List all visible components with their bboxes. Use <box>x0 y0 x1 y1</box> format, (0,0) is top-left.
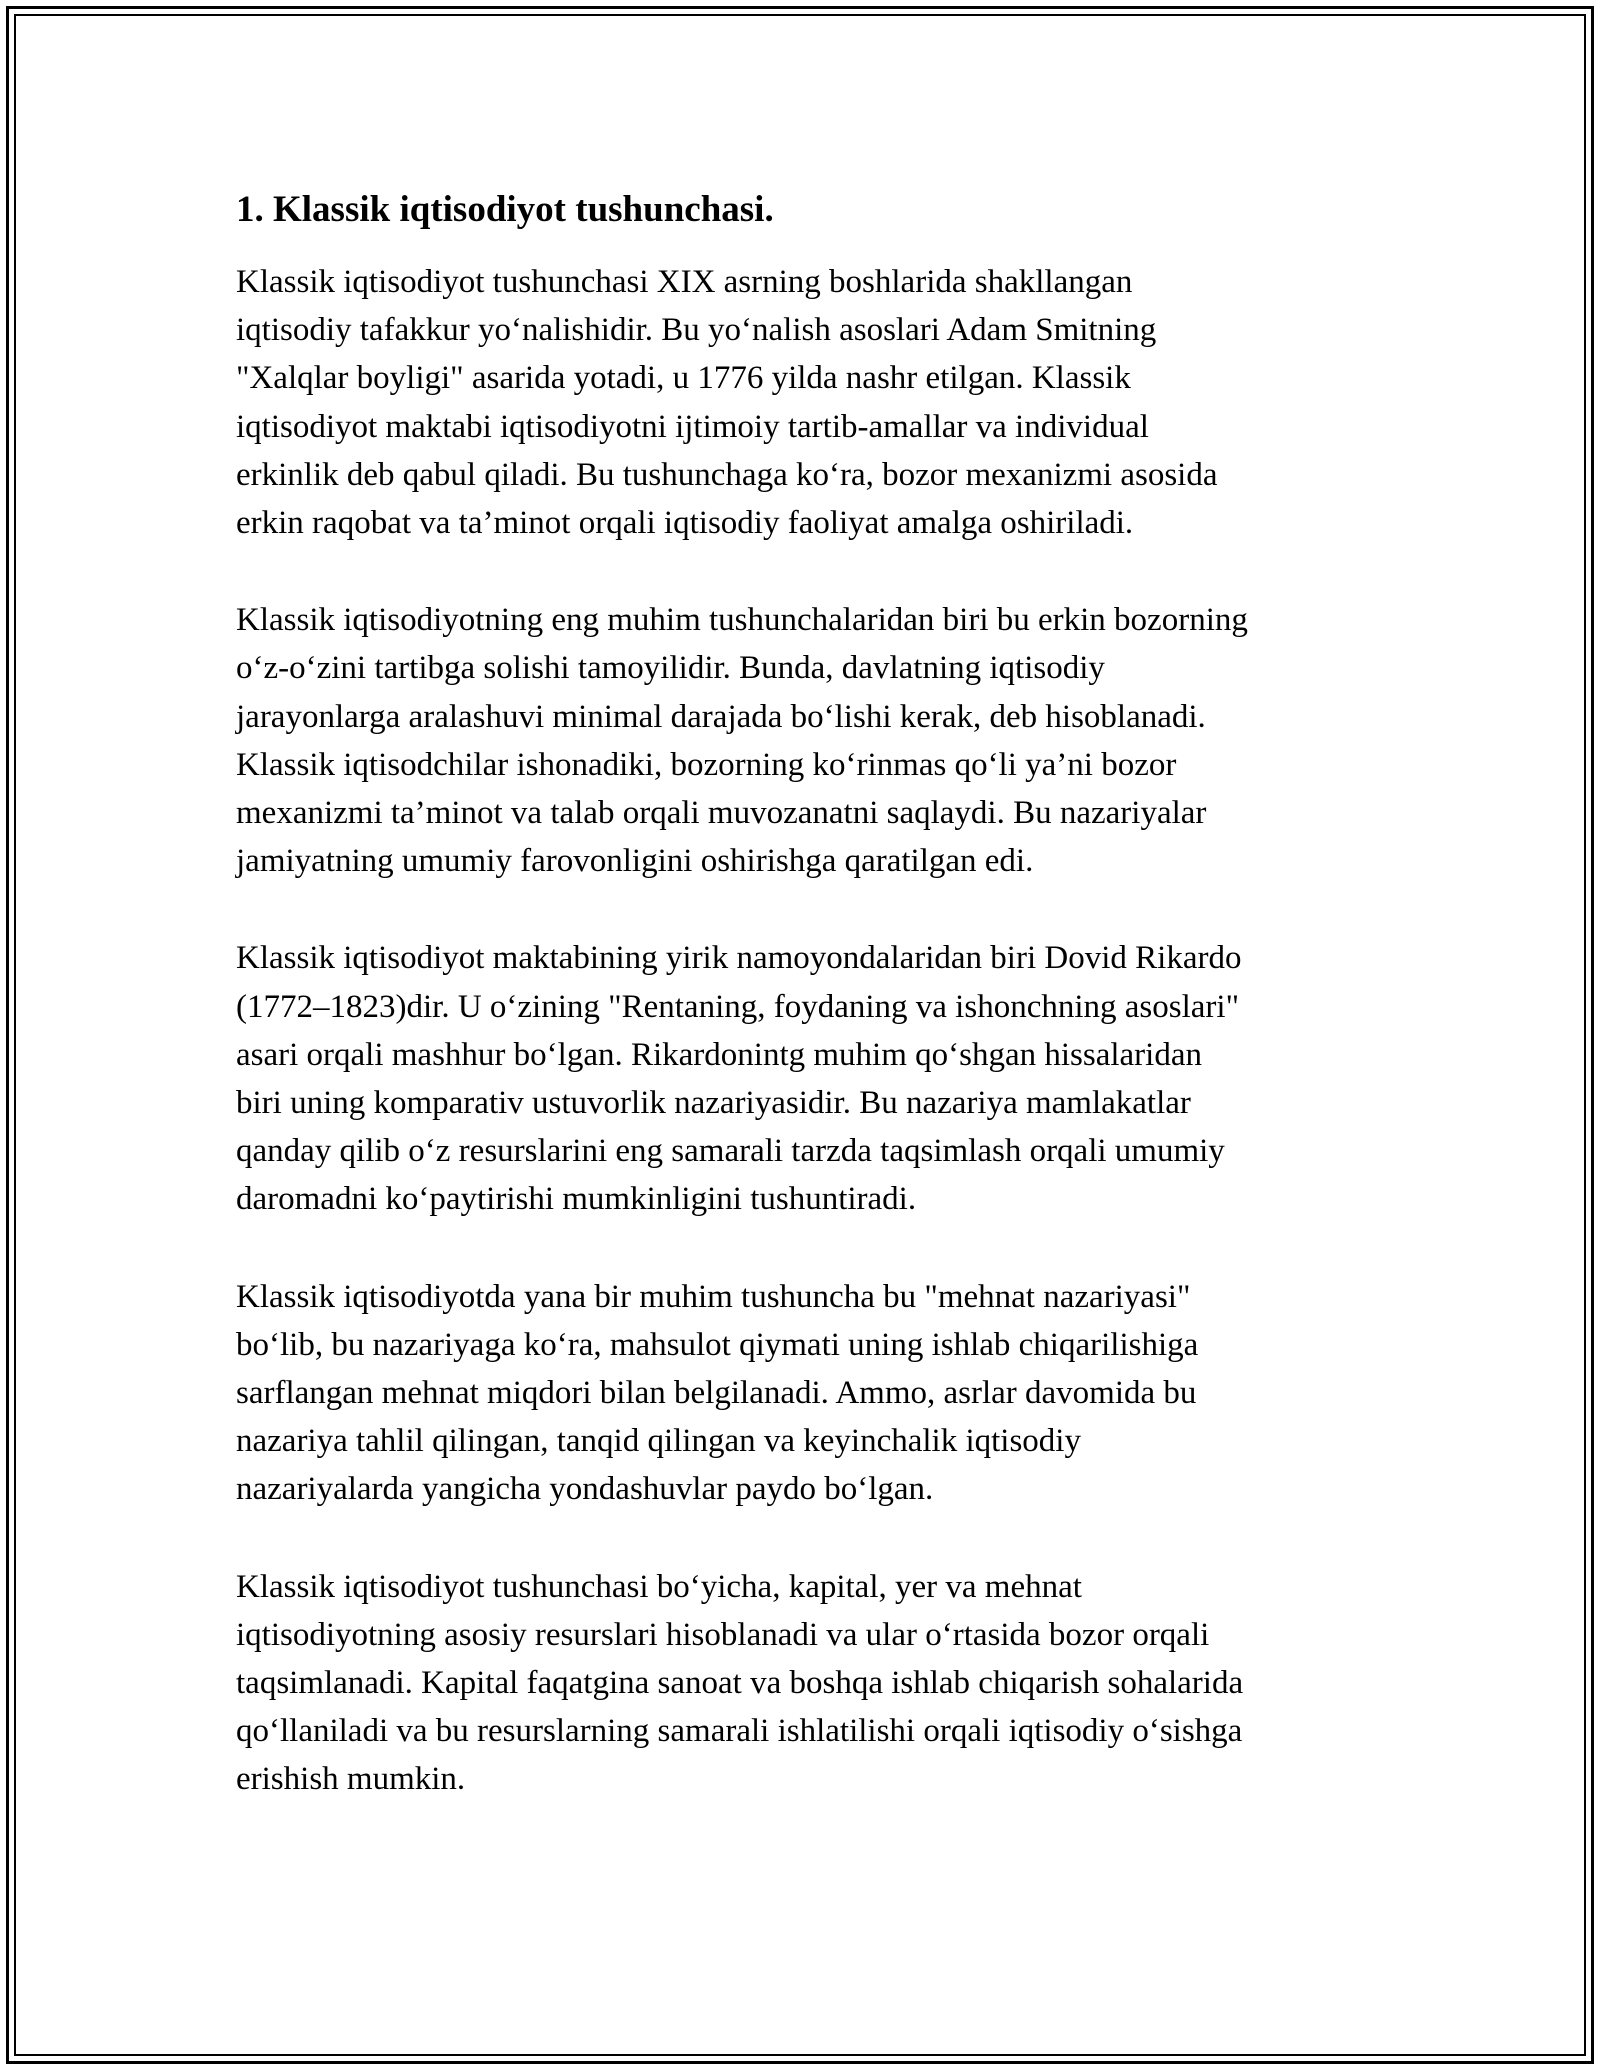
paragraph-line: Klassik iqtisodiyot tushunchasi XIX asrning boshlarida shakllangan <box>236 264 1133 300</box>
paragraph-line: daromadni ko‘paytirishi mumkinligini tushuntiradi. <box>236 1181 917 1218</box>
paragraph-line: "Xalqlar boyligi" asarida yotadi, u 1776 yilda nashr etilgan. Klassik <box>236 360 1131 397</box>
paragraph-line: Klassik iqtisodiyotda yana bir muhim tushuncha bu "mehnat nazariyasi" <box>236 1278 1191 1315</box>
paragraph-4 <box>236 1273 1366 1514</box>
paragraph-line: erkin raqobat va ta’minot orqali iqtisodiy faoliyat amalga oshiriladi. <box>236 505 1134 542</box>
paragraph-line: asari orqali mashhur bo‘lgan. Rikardonintg muhim qo‘shgan hissalaridan <box>236 1036 1202 1073</box>
paragraph-line: Klassik iqtisodiyot maktabining yirik namoyondalaridan biri Dovid Rikardo <box>236 940 1242 977</box>
paragraph-3 <box>236 934 1366 1223</box>
paragraph-line: Klassik iqtisodiyot tushunchasi bo‘yicha, kapital, yer va mehnat <box>236 1568 1082 1605</box>
paragraph-line: iqtisodiy tafakkur yo‘nalishidir. Bu yo‘nalish asoslari Adam Smitning <box>236 312 1157 349</box>
paragraph-line: mexanizmi ta’minot va talab orqali muvozanatni saqlaydi. Bu nazariyalar <box>236 795 1207 832</box>
document-title: 1. Klassik iqtisodiyot tushunchasi. <box>236 189 774 230</box>
paragraph-line: sarflangan mehnat miqdori bilan belgilanadi. Ammo, asrlar davomida bu <box>236 1375 1197 1412</box>
paragraph-line: qo‘llaniladi va bu resurslarning samarali ishlatilishi orqali iqtisodiy o‘sishga <box>236 1713 1243 1750</box>
paragraph-line: jarayonlarga aralashuvi minimal darajada bo‘lishi kerak, deb hisoblanadi. <box>236 698 1206 735</box>
paragraph-line: iqtisodiyotning asosiy resurslari hisoblanadi va ular o‘rtasida bozor orqali <box>236 1616 1210 1653</box>
paragraph-line: nazariya tahlil qilingan, tanqid qilingan va keyinchalik iqtisodiy <box>236 1423 1081 1460</box>
paragraph-line: taqsimlanadi. Kapital faqatgina sanoat va boshqa ishlab chiqarish sohalarida <box>236 1665 1244 1702</box>
paragraph-line: jamiyatning umumiy farovonligini oshirishga qaratilgan edi. <box>236 843 1034 880</box>
paragraph-5 <box>236 1563 1366 1804</box>
paragraph-line: Klassik iqtisodchilar ishonadiki, bozorning ko‘rinmas qo‘li ya’ni bozor <box>236 746 1177 783</box>
paragraph-line: Klassik iqtisodiyotning eng muhim tushunchalaridan biri bu erkin bozorning <box>236 602 1248 639</box>
paragraph-line: iqtisodiyot maktabi iqtisodiyotni ijtimoiy tartib-amallar va individual <box>236 408 1149 445</box>
paragraph-2 <box>236 596 1366 885</box>
paragraph-line: nazariyalarda yangicha yondashuvlar paydo bo‘lgan. <box>236 1471 934 1508</box>
paragraph-line: biri uning komparativ ustuvorlik nazariyasidir. Bu nazariya mamlakatlar <box>236 1085 1191 1122</box>
paragraph-1 <box>236 258 1366 547</box>
paragraph-line: erkinlik deb qabul qiladi. Bu tushunchaga ko‘ra, bozor mexanizmi asosida <box>236 456 1218 493</box>
paragraph-line: o‘z-o‘zini tartibga solishi tamoyilidir. Bunda, davlatning iqtisodiy <box>236 650 1105 687</box>
paragraph-line: erishish mumkin. <box>236 1761 466 1798</box>
paragraph-line: qanday qilib o‘z resurslarini eng samarali tarzda taqsimlash orqali umumiy <box>236 1133 1225 1170</box>
document-body <box>236 186 1366 1853</box>
paragraph-line: bo‘lib, bu nazariyaga ko‘ra, mahsulot qiymati uning ishlab chiqarilishiga <box>236 1326 1199 1363</box>
paragraph-line: (1772–1823)dir. U o‘zining "Rentaning, foydaning va ishonchning asoslari" <box>236 988 1240 1025</box>
